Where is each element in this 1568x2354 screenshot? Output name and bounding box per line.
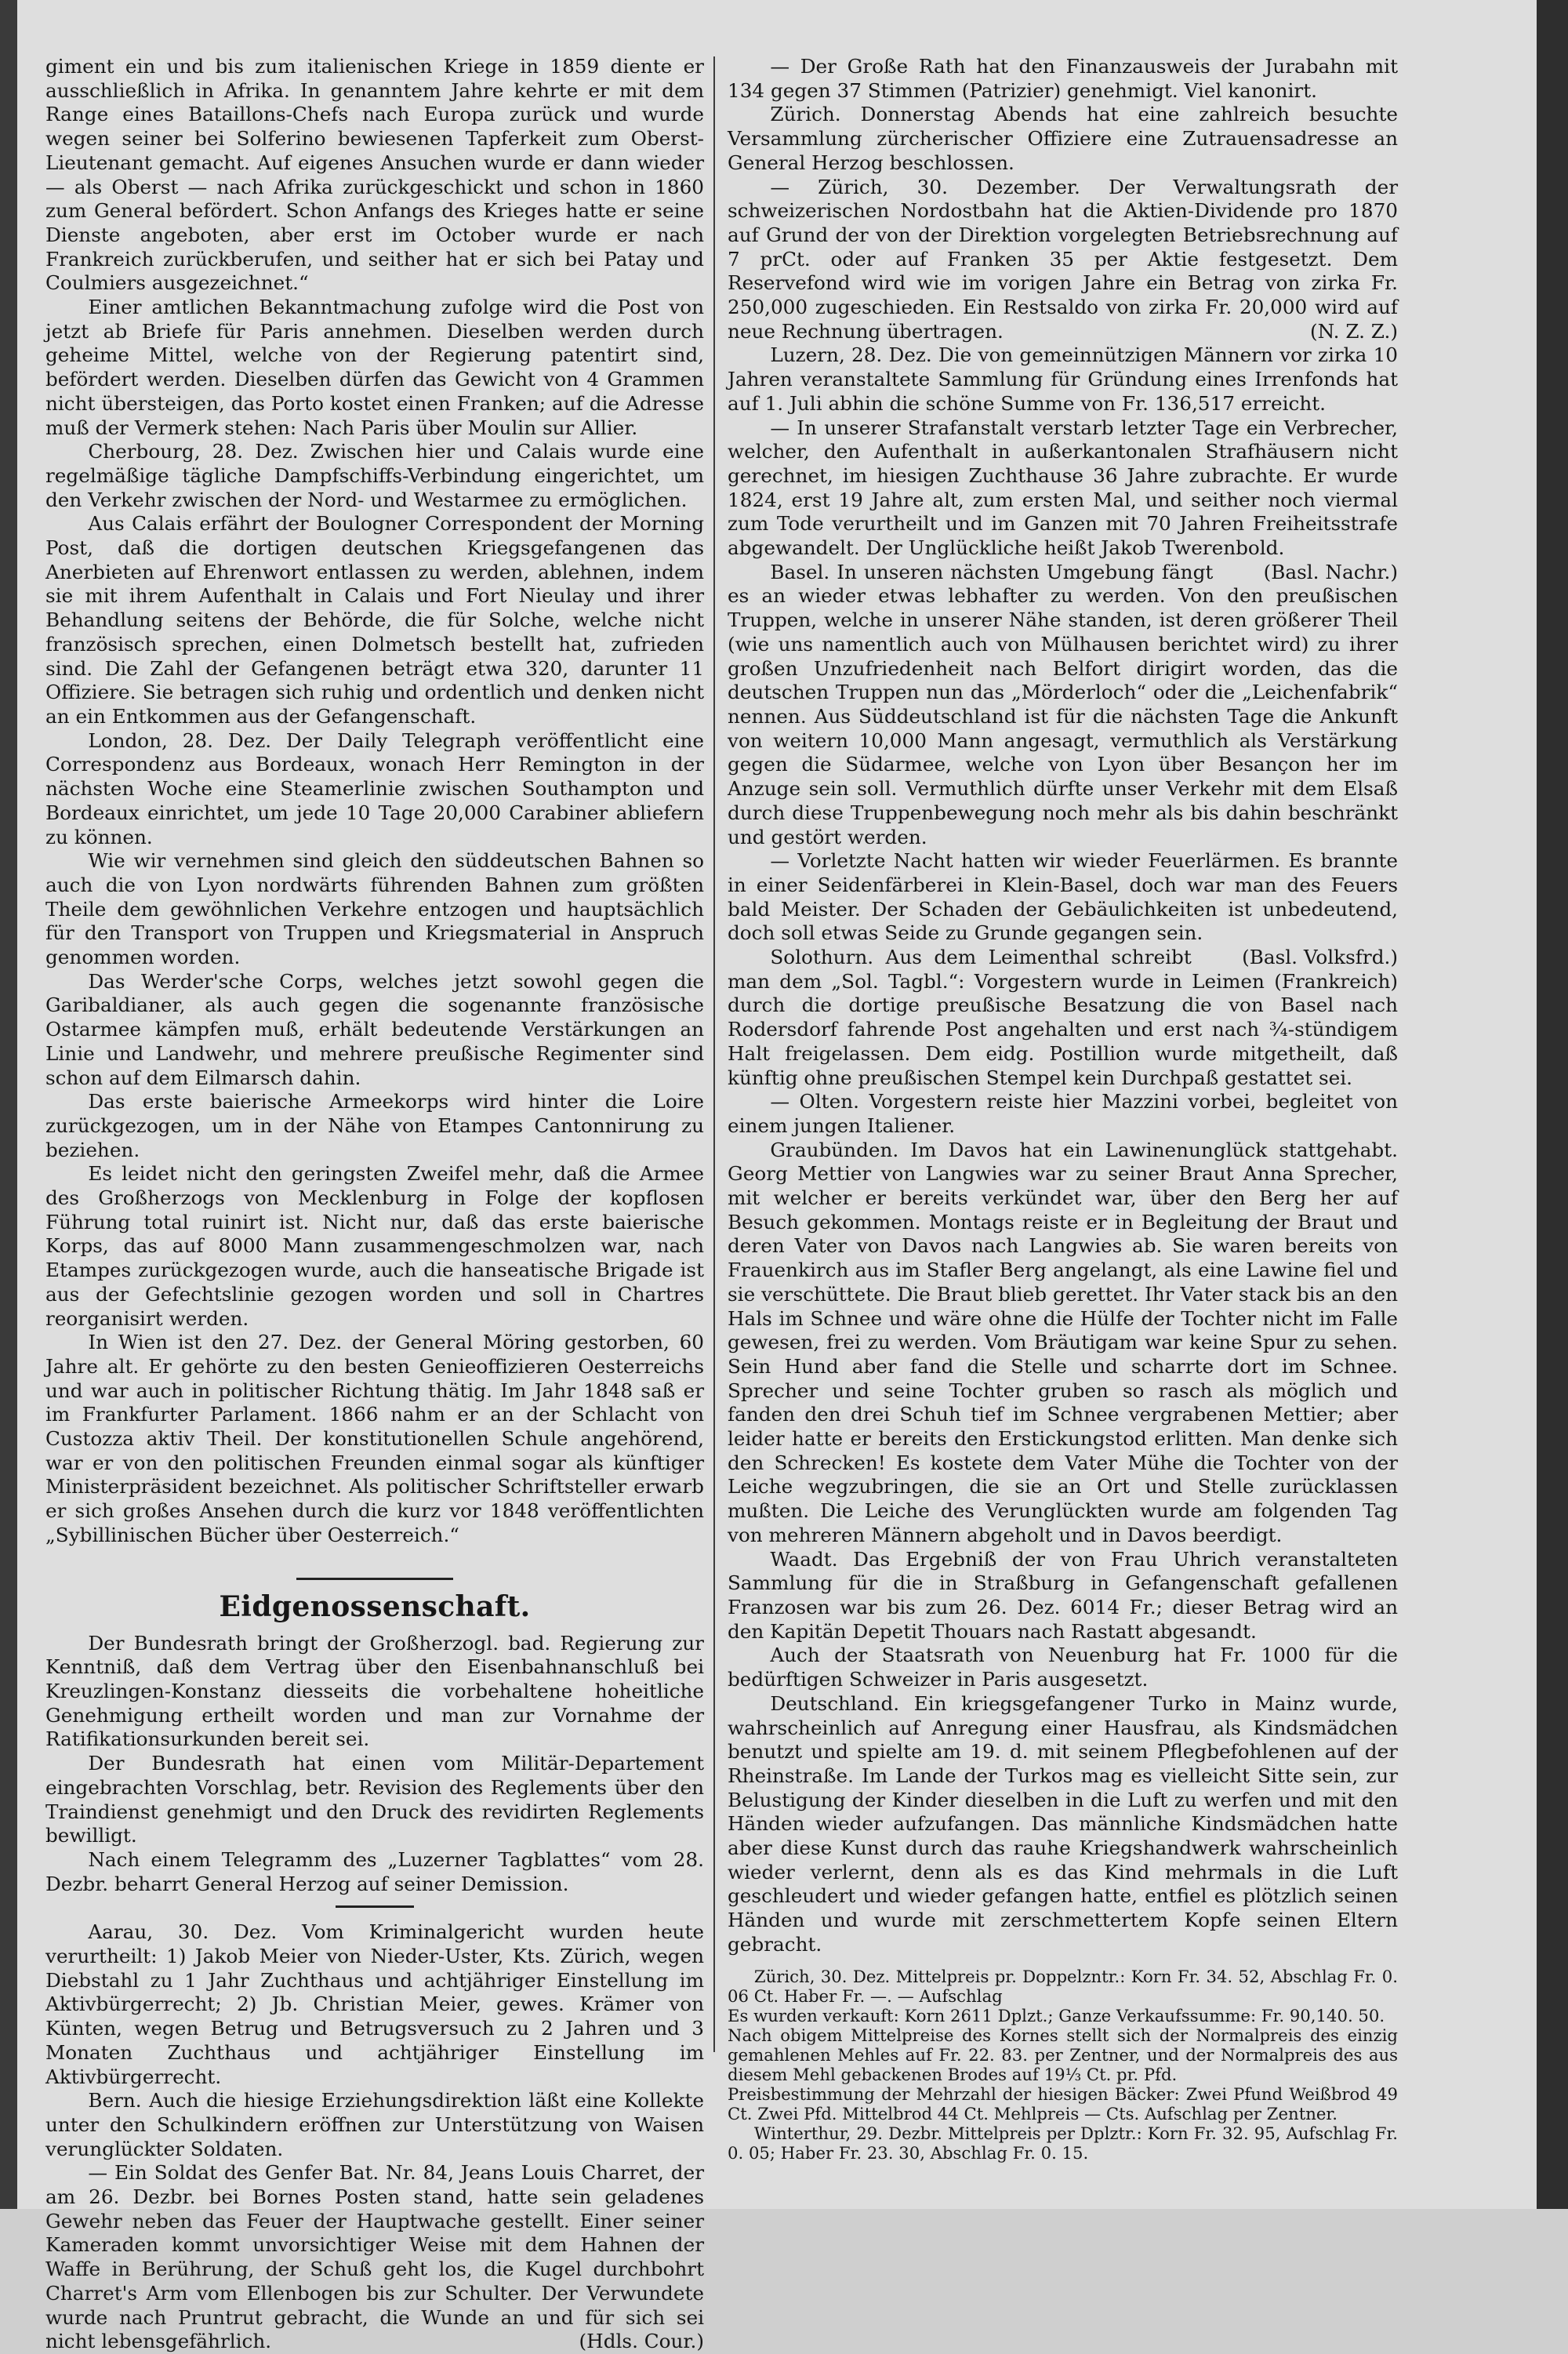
article-text: Basel. In unseren nächsten Umgebung fängt es an wieder etwas lebhafter zu werden. Von den preußischen Truppen, welche in unserer Nähe standen, ist deren größerer Theil (wie uns namentlich auch von Mülhausen berichtet wird) zu ihrer großen Unzufriedenheit nach Belfort dirigirt worden, das die deutschen Truppen nun das „Mörderloch“ oder die „Leichenfabrik“ nennen. Aus Süddeutschland ist für die nächsten Tage die Ankunft von weitern 10,000 Mann angesagt, vermuthlich als Verstärkung gegen die Südarmee, welche von Lyon über Besançon her im Anzuge sein soll. Vermuthlich dürfte unser Verkehr mit dem Elsaß durch diese Truppenbewegung noch mehr als bis dahin beschränkt und gestört werden.: [728, 560, 1398, 848]
article-paragraph: Aarau, 30. Dez. Vom Kriminalgericht wurden heute verurtheilt: 1) Jakob Meier von Nieder-Uster, Kts. Zürich, wegen Diebstahl zu 1 Jahr Zuchthaus und achtjähriger Einstellung im Aktivbürgerrecht; 2) Jb. Christian Meier, gewes. Krämer von Künten, wegen Betrug und Betrugsversuch zu 2 Jahren und 3 Monaten Zuchthaus und achtjähriger Einstellung im Aktivbürgerrecht.: [45, 1920, 704, 2088]
article-paragraph: [728, 1139, 1398, 1548]
article-text: Solothurn. Aus dem Leimenthal schreibt man dem „Sol. Tagbl.“: Vorgestern wurde in Leimen (Frankreich) durch die dortige preußische Besatzung die von Basel nach Rodersdorf fahrende Post angehalten und erst nach ¾-stündigem Halt freigelassen. Dem eidg. Postillion wurde mitgetheilt, daß künftig ohne preußischen Stempel kein Durchpaß gestattet sei.: [728, 946, 1398, 1089]
article-text: Auch der Staatsrath von Neuenburg hat Fr. 1000 für die bedürftigen Schweizer in Paris ausgesetzt.: [728, 1644, 1398, 1691]
market-price-line: Preisbestimmung der Mehrzahl der hiesigen Bäcker: Zwei Pfund Weißbrod 49 Ct. Zwei Pfd. Mittelbrod 44 Ct. Mehlpreis — Cts. Aufschlag per Zentner.: [728, 2083, 1398, 2123]
source-attribution: (Basl. Nachr.): [1263, 560, 1398, 583]
short-divider-rule: [336, 1905, 414, 1908]
article-text: — Zürich, 30. Dezember. Der Verwaltungsrath der schweizerischen Nordostbahn hat die Aktien-Dividende pro 1870 auf Grund der von der Direktion vorgelegten Betriebsrechnung auf 7 prCt. oder auf Franken 35 per Aktie festgesetzt. Dem Reservefond wird wie im vorigen Jahre ein Betrag von zirka Fr. 250,000 zugeschieden. Ein Restsaldo von zirka Fr. 20,000 wird auf neue Rechnung übertragen.: [728, 175, 1398, 343]
article-paragraph: [728, 849, 1398, 969]
article-paragraph: [728, 55, 1398, 103]
article-paragraph: [728, 343, 1398, 416]
article-paragraph: [728, 416, 1398, 583]
article-paragraph: [728, 1644, 1398, 1691]
article-text: — Der Große Rath hat den Finanzausweis der Jurabahn mit 134 gegen 37 Stimmen (Patrizier) genehmigt. Viel kanonirt.: [728, 55, 1398, 102]
left-column: [45, 55, 704, 2354]
article-paragraph: Nach einem Telegramm des „Luzerner Tagblattes“ vom 28. Dezbr. beharrt General Herzog auf seiner Demission.: [45, 1847, 704, 1895]
article-paragraph: [728, 1090, 1398, 1138]
article-paragraph: Es leidet nicht den geringsten Zweifel mehr, daß die Armee des Großherzogs von Mecklenburg in Folge der kopflosen Führung total ruinirt ist. Nicht nur, daß das erste baierische Korps, das auf 8000 Mann zusammengeschmolzen war, nach Etampes zurückgezogen wurde, auch die hanseatische Brigade ist aus der Gefechtslinie gezogen worden und soll in Chartres reorganisirt werden.: [45, 1162, 704, 1330]
article-text: Zürich. Donnerstag Abends hat eine zahlreich besuchte Versammlung zürcherischer Offiziere eine Zutrauensadresse an General Herzog beschlossen.: [728, 103, 1398, 174]
column-divider: [713, 56, 715, 2052]
article-paragraph: Das erste baierische Armeekorps wird hinter die Loire zurückgezogen, um in der Nähe von Etampes Cantonnirung zu beziehen.: [45, 1090, 704, 1161]
market-price-line: Winterthur, 29. Dezbr. Mittelpreis per Dplztr.: Korn Fr. 32. 95, Aufschlag Fr. 0. 05; Haber Fr. 23. 30, Abschlag Fr. 0. 15.: [728, 2123, 1398, 2163]
article-paragraph: Aus Calais erfährt der Boulogner Correspondent der Morning Post, daß die dortigen deutschen Kriegsgefangenen das Anerbieten auf Ehrenwort entlassen zu werden, ablehnen, indem sie mit ihrem Aufenthalt in Calais und Fort Nieulay und ihrer Behandlung seitens der Behörde, die für Solche, welche nicht französisch sprechen, einen Dolmetsch bestellt hat, zufrieden sind. Die Zahl der Gefangenen beträgt etwa 320, darunter 11 Offiziere. Sie betragen sich ruhig und ordentlich und denken nicht an ein Entkommen aus der Gefangenschaft.: [45, 512, 704, 728]
article-text: Waadt. Das Ergebniß der von Frau Uhrich veranstalteten Sammlung für die in Straßburg in Gefangenschaft gefallenen Franzosen war bis zum 26. Dez. 6014 Fr.; dieser Betrag wird an den Kapitän Depetit Thouars nach Rastatt abgesandt.: [728, 1547, 1398, 1643]
article-paragraph: [728, 561, 1398, 849]
article-paragraph: London, 28. Dez. Der Daily Telegraph veröffentlicht eine Correspondenz aus Bordeaux, wonach Herr Remington in der nächsten Woche eine Steamerlinie zwischen Southampton und Bordeaux einrichtet, um jede 10 Tage 20,000 Carabiner abliefern zu können.: [45, 728, 704, 848]
article-paragraph: giment ein und bis zum italienischen Kriege in 1859 diente er ausschließlich in Afrika. In genanntem Jahre kehrte er mit dem Range eines Bataillons-Chefs nach Europa zurück und wurde wegen seiner bei Solferino bewiesenen Tapferkeit zum Oberst-Lieutenant gemacht. Auf eigenes Ansuchen wurde er dann wieder — als Oberst — nach Afrika zurückgeschickt und schon in 1860 zum General befördert. Schon Anfangs des Krieges hatte er seine Dienste angeboten, aber erst im October wurde er nach Frankreich zurückberufen, und seither hat er sich bei Patay und Coulmiers ausgezeichnet.“: [45, 55, 704, 295]
article-paragraph: Der Bundesrath bringt der Großherzogl. bad. Regierung zur Kenntniß, daß dem Vertrag über den Eisenbahnanschluß bei Kreuzlingen-Konstanz diesseits die vorbehaltene hoheitliche Genehmigung ertheilt worden und man zur Vornahme der Ratifikationsurkunden bereit sei.: [45, 1631, 704, 1751]
article-paragraph: Das Werder'sche Corps, welches jetzt sowohl gegen die Garibaldianer, als auch gegen die sogenannte französische Ostarmee kämpfen muß, erhält bedeutende Verstärkungen an Linie und Landwehr, und mehrere preußische Regimenter sind schon auf dem Eilmarsch dahin.: [45, 969, 704, 1089]
article-paragraph: Cherbourg, 28. Dez. Zwischen hier und Calais wurde eine regelmäßige tägliche Dampfschiffs-Verbindung eingerichtet, um den Verkehr zwischen der Nord- und Westarmee zu ermöglichen.: [45, 440, 704, 511]
article-text: — Vorletzte Nacht hatten wir wieder Feuerlärmen. Es brannte in einer Seidenfärberei in Klein-Basel, doch war man des Feuers bald Meister. Der Schaden der Gebäulichkeiten ist unbedeutend, doch soll etwas Seide zu Grunde gegangen sein.: [728, 849, 1398, 945]
article-text: Deutschland. Ein kriegsgefangener Turko in Mainz wurde, wahrscheinlich auf Anregung einer Hausfrau, als Kindsmädchen benutzt und spielte am 19. d. mit seinem Pflegbefohlenen auf der Rheinstraße. Im Lande der Turkos mag es vielleicht Sitte sein, zur Belustigung der Kinder dieselben in die Luft zu werfen und mit den Händen wieder aufzufangen. Das männliche Kindsmädchen hatte aber diese Kunst durch das rauhe Kriegshandwerk wahrscheinlich wieder verlernt, denn als es das Kind mehrmals in die Luft geschleudert und wieder gefangen hatte, entfiel es plötzlich seinen Händen und wurde mit zerschmettertem Kopfe seinen Eltern gebracht.: [728, 1691, 1398, 1956]
article-paragraph: Wie wir vernehmen sind gleich den süddeutschen Bahnen so auch die von Lyon nordwärts führenden Bahnen zum größten Theile dem gewöhnlichen Verkehre entzogen und hauptsächlich für den Transport von Truppen und Kriegsmaterial in Anspruch genommen worden.: [45, 849, 704, 969]
article-paragraph: Einer amtlichen Bekanntmachung zufolge wird die Post von jetzt ab Briefe für Paris annehmen. Dieselben werden durch geheime Mittel, welche von der Regierung patentirt sind, befördert werden. Dieselben dürfen das Gewicht von 4 Grammen nicht übersteigen, das Porto kostet einen Franken; auf die Adresse muß der Vermerk stehen: Nach Paris über Moulin sur Allier.: [45, 296, 704, 439]
article-paragraph: [728, 103, 1398, 175]
market-price-line: Zürich, 30. Dez. Mittelpreis pr. Doppelzntr.: Korn Fr. 34. 52, Abschlag Fr. 0. 06 Ct. Haber Fr. —. — Aufschlag: [728, 1966, 1398, 2006]
source-attribution: (N. Z. Z.): [1310, 319, 1398, 343]
market-prices-block: [728, 1967, 1398, 2163]
scan-edge-left: [0, 0, 17, 2209]
market-price-line: Nach obigem Mittelpreise des Kornes stellt sich der Normalpreis des einzig gemahlenen Mehles auf Fr. 22. 83. per Zentner, und der Normalpreis des aus diesem Mehl gebackenen Brodes auf 19⅓ Ct. pr. Pfd.: [728, 2025, 1398, 2084]
section-heading: Eidgenossenschaft.: [219, 1589, 531, 1623]
article-text: Luzern, 28. Dez. Die von gemeinnützigen Männern vor zirka 10 Jahren veranstaltete Sammlung für Gründung eines Irrenfonds hat auf 1. Juli abhin die schöne Summe von Fr. 136,517 erreicht.: [728, 343, 1398, 415]
source-attribution: (Basl. Volksfrd.): [1242, 946, 1398, 969]
scan-edge-right: [1537, 0, 1568, 2209]
article-paragraph: Bern. Auch die hiesige Erziehungsdirektion läßt eine Kollekte unter den Schulkindern eröffnen zur Unterstützung von Waisen verunglückter Soldaten.: [45, 2089, 704, 2160]
article-text: Graubünden. Im Davos hat ein Lawinenunglück stattgehabt. Georg Mettier von Langwies war zu seiner Braut Anna Sprecher, mit welcher er bereits verkündet war, über den Berg her auf Besuch gekommen. Montags reiste er in Begleitung der Braut und deren Vater von Davos nach Langwies ab. Sie waren bereits von Frauenkirch aus im Stafler Berg angelangt, als eine Lawine fiel und sie verschüttete. Die Braut blieb gerettet. Ihr Vater stack bis an den Hals im Schnee und wäre ohne die Hülfe der Tochter nicht im Falle gewesen, frei zu werden. Vom Bräutigam war keine Spur zu sehen. Sein Hund aber fand die Stelle und scharrte dort im Schnee. Sprecher und seine Tochter gruben so rasch als möglich und fanden den drei Schuh tief im Schnee vergrabenen Mettier; aber leider hatte er bereits den Erstickungstod erlitten. Man denke sich den Schrecken! Es kostete dem Vater Mühe die Tochter von der Leiche wegzubringen, die sie an Ort und Stelle zurücklassen mußten. Die Leiche des Verunglückten wurde am folgenden Tag von mehreren Männern abgeholt und in Davos beerdigt.: [728, 1138, 1398, 1546]
article-text: — Ein Soldat des Genfer Bat. Nr. 84, Jeans Louis Charret, der am 26. Dezbr. bei Bornes Posten stand, hatte sein geladenes Gewehr neben das Feuer der Hauptwache gestellt. Einer seiner Kameraden kommt unvorsichtiger Weise mit dem Hahnen der Waffe in Berührung, der Schuß geht los, die Kugel durchbohrt Charret's Arm vom Ellenbogen bis zur Schulter. Der Verwundete wurde nach Pruntrut gebracht, die Wunde an und für sich sei nicht lebensgefährlich.: [45, 2161, 704, 2353]
article-paragraph: Der Bundesrath hat einen vom Militär-Departement eingebrachten Vorschlag, betr. Revision des Reglements über den Traindienst genehmigt und den Druck des revidirten Reglements bewilligt.: [45, 1752, 704, 1847]
article-paragraph: [728, 1692, 1398, 1957]
market-price-line: Es wurden verkauft: Korn 2611 Dplzt.; Ganze Verkaufssumme: Fr. 90,140. 50.: [728, 2005, 1385, 2025]
source-attribution: (Hdls. Cour.): [579, 2330, 704, 2353]
right-column: [728, 55, 1398, 2163]
article-paragraph-with-source: [45, 2161, 704, 2354]
article-paragraph: [728, 1548, 1398, 1644]
article-text: — In unserer Strafanstalt verstarb letzter Tage ein Verbrecher, welcher, den Aufenthalt in außerkantonalen Strafhäusern nicht gerechnet, im hiesigen Zuchthause 36 Jahre zubrachte. Er wurde 1824, erst 19 Jahre alt, zum ersten Mal, und seither noch viermal zum Tode verurtheilt und im Ganzen mit 70 Jahren Freiheitsstrafe abgewandelt. Der Unglückliche heißt Jakob Twerenbold.: [728, 416, 1398, 560]
section-divider-rule: [296, 1578, 453, 1580]
article-paragraph: [728, 176, 1398, 344]
article-paragraph: In Wien ist den 27. Dez. der General Möring gestorben, 60 Jahre alt. Er gehörte zu den besten Genieoffizieren Oesterreichs und war auch in politischer Richtung thätig. Im Jahr 1848 saß er im Frankfurter Parlament. 1866 nahm er an der Schlacht von Custozza aktiv Theil. Der konstitutionellen Schule angehörend, war er von den politischen Freunden einmal sogar als künftiger Ministerpräsident bezeichnet. Als politischer Schriftsteller erwarb er sich großes Ansehen durch die kurz vor 1848 veröffentlichten „Sybillinischen Bücher über Oesterreich.“: [45, 1331, 704, 1546]
article-text: — Olten. Vorgestern reiste hier Mazzini vorbei, begleitet von einem jungen Italiener.: [728, 1090, 1398, 1137]
